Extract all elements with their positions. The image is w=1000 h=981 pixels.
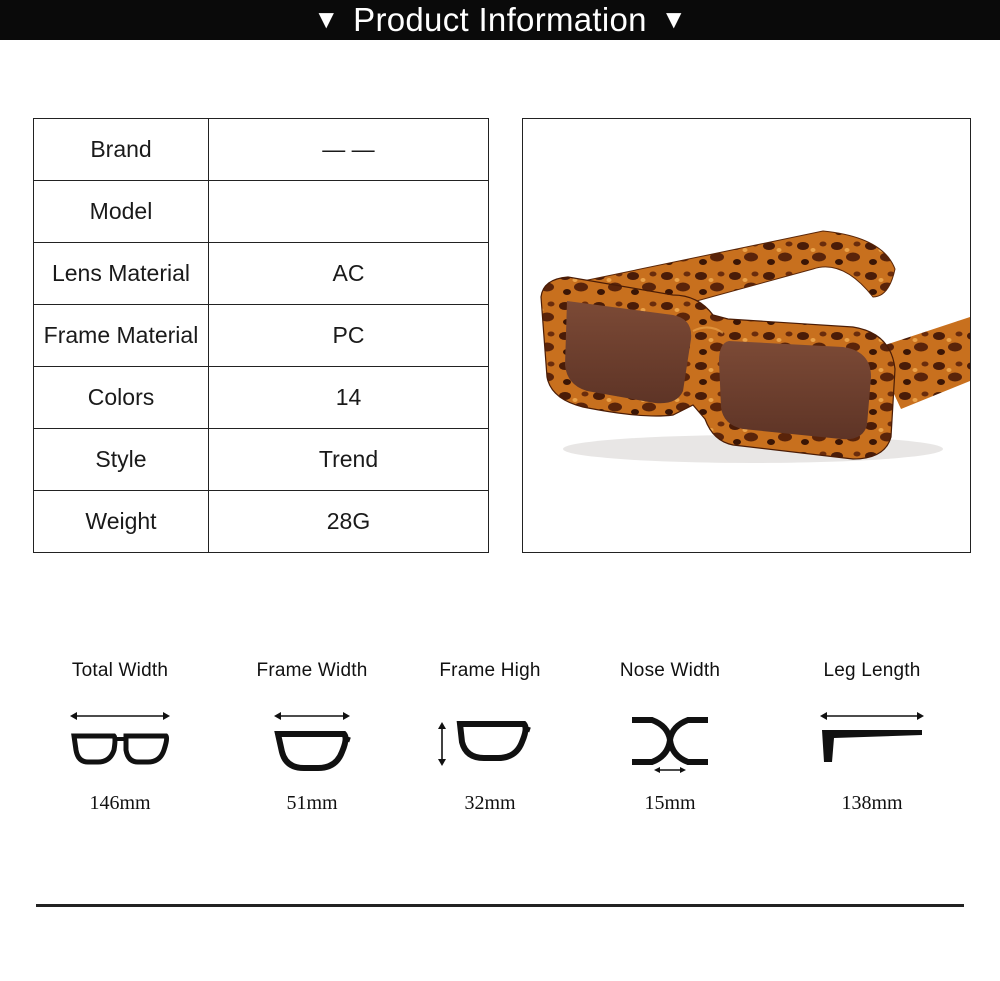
page-title: Product Information	[353, 1, 647, 38]
spec-label: Style	[34, 429, 209, 491]
spec-value	[209, 181, 489, 243]
dimension-value: 32mm	[464, 792, 516, 814]
table-row	[34, 305, 489, 367]
dimension-leg-length	[782, 660, 962, 830]
dimension-label: Frame Width	[256, 660, 368, 681]
spec-label: Weight	[34, 491, 209, 553]
bottom-divider	[36, 904, 964, 907]
spec-value: — —	[209, 119, 489, 181]
triangle-down-icon: ▼	[660, 4, 687, 34]
frame-high-icon	[430, 704, 550, 784]
dimension-total-width	[30, 660, 210, 830]
dimension-value: 138mm	[841, 792, 903, 814]
dimension-nose-width	[580, 660, 760, 830]
dimension-frame-high	[400, 660, 580, 830]
dimension-label: Frame High	[439, 660, 541, 681]
frame-width-icon	[252, 704, 372, 784]
spec-value: 14	[209, 367, 489, 429]
sunglasses-image	[523, 119, 970, 552]
dimension-value: 15mm	[644, 792, 696, 814]
spec-value: AC	[209, 243, 489, 305]
leg-length-icon	[812, 704, 932, 784]
total-width-icon	[60, 704, 180, 784]
dimension-label: Total Width	[71, 660, 169, 681]
spec-value: 28G	[209, 491, 489, 553]
dimension-value: 51mm	[286, 792, 338, 814]
spec-label: Frame Material	[34, 305, 209, 367]
spec-label: Brand	[34, 119, 209, 181]
dimension-frame-width	[222, 660, 402, 830]
spec-value: Trend	[209, 429, 489, 491]
table-row	[34, 181, 489, 243]
dimensions-row	[30, 660, 970, 830]
table-row	[34, 119, 489, 181]
dimension-label: Leg Length	[823, 660, 921, 681]
table-row	[34, 429, 489, 491]
spec-value: PC	[209, 305, 489, 367]
table-row	[34, 491, 489, 553]
table-row	[34, 367, 489, 429]
header-bar	[0, 0, 1000, 40]
dimension-value: 146mm	[89, 792, 151, 814]
spec-label: Model	[34, 181, 209, 243]
dimension-label: Nose Width	[619, 660, 721, 681]
triangle-down-icon: ▼	[313, 4, 340, 34]
table-row	[34, 243, 489, 305]
nose-width-icon	[610, 704, 730, 784]
spec-table	[33, 118, 489, 553]
product-image-frame	[522, 118, 971, 553]
spec-label: Colors	[34, 367, 209, 429]
spec-label: Lens Material	[34, 243, 209, 305]
